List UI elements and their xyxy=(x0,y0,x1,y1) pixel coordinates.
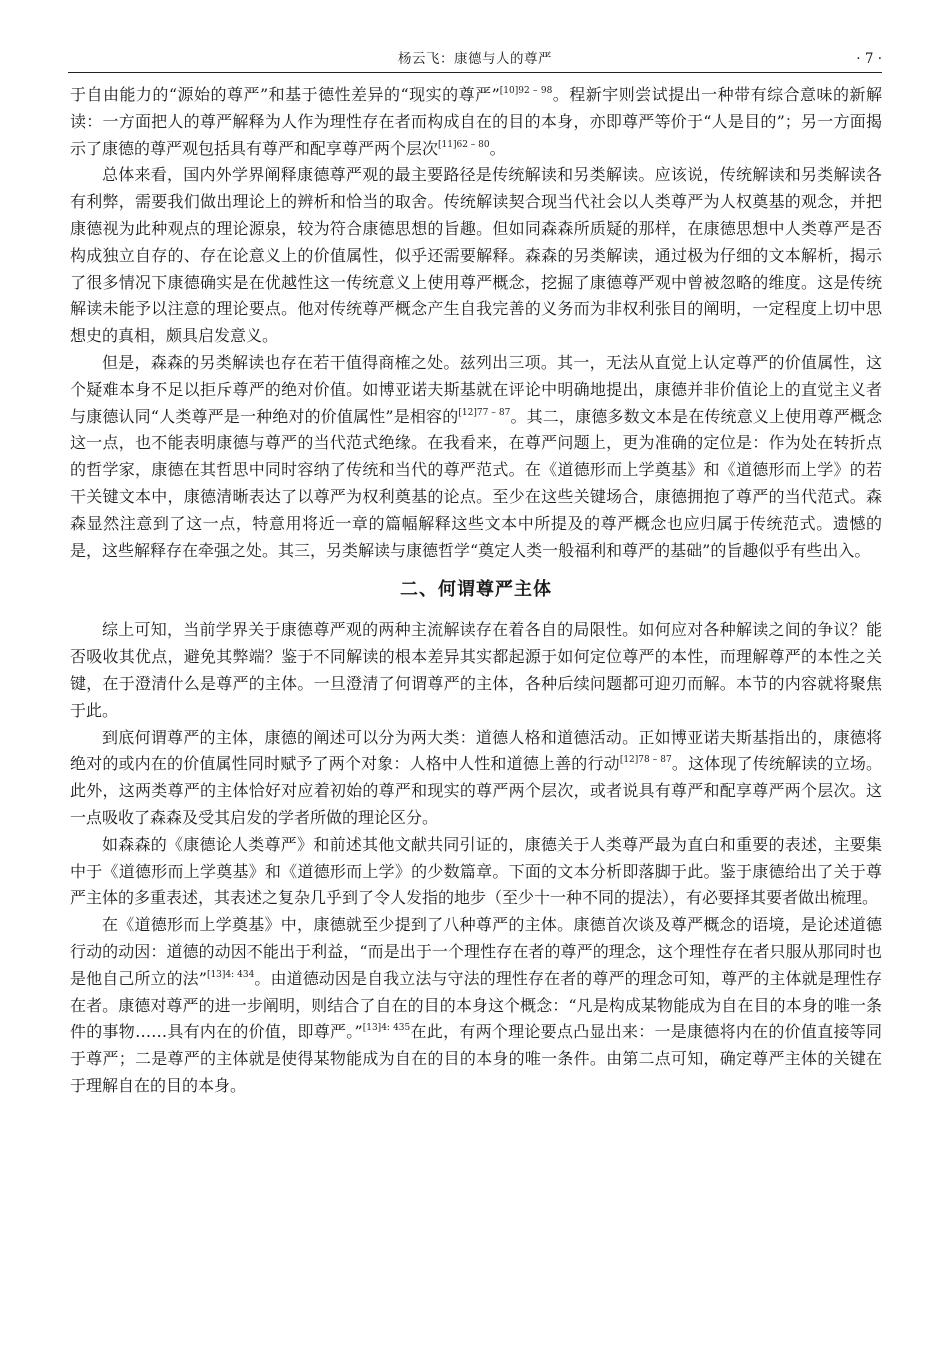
p1-text-b: 。程新宇则尝试提出一种带有综合意味的新解读：一方面把人的尊严解释为人作为理性存在者而构成自在的目的本身，亦即尊严等价于“人是目的”；另一方面揭示了康德的尊严观包括具有尊严和配享尊严两个层次 xyxy=(70,85,882,158)
paragraph-3 xyxy=(70,350,882,564)
p1-text-a: 于自由能力的“源始的尊严”和基于德性差异的“现实的尊严” xyxy=(70,85,500,104)
citation: [10]92 – 98 xyxy=(499,86,553,96)
running-header xyxy=(68,50,882,73)
p1-text-c: 。 xyxy=(489,138,506,158)
paragraph-7 xyxy=(70,912,882,1100)
page-number: · 7 · xyxy=(856,51,882,67)
citation: [12]77 – 87 xyxy=(458,407,511,418)
citation: [13]4: 434 xyxy=(206,969,255,980)
running-title: 杨云飞：康德与人的尊严 xyxy=(398,51,552,67)
paragraph-6: 如森森的《康德论人类尊严》和前述其他文献共同引证的，康德关于人类尊严最为直白和重要的表述，主要集中于《道德形而上学奠基》和《道德形而上学》的少数篇章。下面的文本分析即落脚于此。鉴于康德给出了关于尊严主体的多重表述，其表述之复杂几乎到了令人发指的地步（至少十一种不同的提法），有必要择其要者做出梳理。 xyxy=(70,834,882,908)
p7-text-b: 。由道德动因是自我立法与守法的理性存在者的尊严的理念可知，尊严的主体就是理性存在者。康德对尊严的进一步阐明，则结合了自在的目的本身这个概念：“凡是构成某物能成为自在目的本身的唯一条件的事物……具有内在的价值，即尊严。” xyxy=(70,968,882,1042)
paragraph-5 xyxy=(70,725,882,832)
citation: [11]62 – 80 xyxy=(438,139,490,150)
p5-text-b: 。这体现了传统解读的立场。此外，这两类尊严的主体恰好对应着初始的尊严和现实的尊严两个层次，或者说具有尊严和配享尊严两个层次。这一点吸收了森森及受其启发的学者所做的理论区分。 xyxy=(70,754,882,827)
p7-text-c: 在此，有两个理论要点凸显出来：一是康德将内在的价值直接等同于尊严；二是尊严的主体就是使得某物能成为自在的目的本身的唯一条件。由第二点可知，确定尊严主体的关键在于理解自在的目的本身。 xyxy=(70,1022,882,1095)
body-text xyxy=(70,82,882,1100)
paragraph-1 xyxy=(70,82,882,162)
citation: [13]4: 435 xyxy=(362,1023,411,1034)
paragraph-4: 综上可知，当前学界关于康德尊严观的两种主流解读存在着各自的局限性。如何应对各种解读之间的争议？能否吸收其优点，避免其弊端？鉴于不同解读的根本差异其实都起源于如何定位尊严的本性，而理解尊严的本性之关键，在于澄清什么是尊严的主体。一旦澄清了何谓尊严的主体，各种后续问题都可迎刃而解。本节的内容就将聚焦于此。 xyxy=(70,620,882,720)
paragraph-2: 总体来看，国内外学界阐释康德尊严观的最主要路径是传统解读和另类解读。应该说，传统解读和另类解读各有利弊，需要我们做出理论上的辨析和恰当的取舍。传统解读契合现当代社会以人类尊严为人权奠基的观念，并把康德视为此种观点的理论源泉，较为符合康德思想的旨趣。但如同森森所质疑的那样，在康德思想中人类尊严是否构成独立自存的、存在论意义上的价值属性，似乎还需要解释。森森的另类解读，通过极为仔细的文本解析，揭示了很多情况下康德确实是在优越性这一传统意义上使用尊严概念，挖掘了康德尊严观中曾被忽略的维度。这是传统解读未能予以注意的理论要点。他对传统尊严概念产生自我完善的义务而为非权利张目的阐明，一定程度上切中思想史的真相，颇具启发意义。 xyxy=(70,165,882,346)
p5-text-a: 到底何谓尊严的主体，康德的阐述可以分为两大类：道德人格和道德活动。正如博亚诺夫斯基指出的，康德将绝对的或内在的价值属性同时赋予了两个对象：人格中人性和道德上善的行动 xyxy=(70,727,882,774)
citation: [12]78 – 87 xyxy=(619,755,672,766)
section-heading: 二、何谓尊严主体 xyxy=(400,579,552,601)
p3-text-a: 但是，森森的另类解读也存在若干值得商榷之处。兹列出三项。其一，无法从直觉上认定尊严的价值属性，这个疑难本身不足以拒斥尊严的绝对价值。如博亚诺夫斯基就在评论中明确地提出，康德并非价值论上的直觉主义者与康德认同“人类尊严是一种绝对的价值属性”是相容的 xyxy=(70,352,882,426)
p7-text-a: 在《道德形而上学奠基》中，康德就至少提到了八种尊严的主体。康德首次谈及尊严概念的语境，是论述道德行动的动因：道德的动因不能出于利益，“而是出于一个理性存在者的尊严的理念，这个理性存在者只服从那同时也是他自己所立的法” xyxy=(70,915,882,988)
p3-text-b: 。其二，康德多数文本是在传统意义上使用尊严概念这一点，也不能表明康德与尊严的当代范式绝缘。在我看来，在尊严问题上，更为准确的定位是：作为处在转折点的哲学家，康德在其哲思中同时容纳了传统和当代的尊严范式。在《道德形而上学奠基》和《道德形而上学》的若干关键文本中，康德清晰表达了以尊严为权利奠基的论点。至少在这些关键场合，康德拥抱了尊严的当代范式。森森显然注意到了这一点，特意用将近一章的篇幅解释这些文本中所提及的尊严概念也应归属于传统范式。遗憾的是，这些解释存在牵强之处。其三，另类解读与康德哲学“奠定人类一般福利和尊严的基础”的旨趣似乎有些出入。 xyxy=(70,406,882,560)
